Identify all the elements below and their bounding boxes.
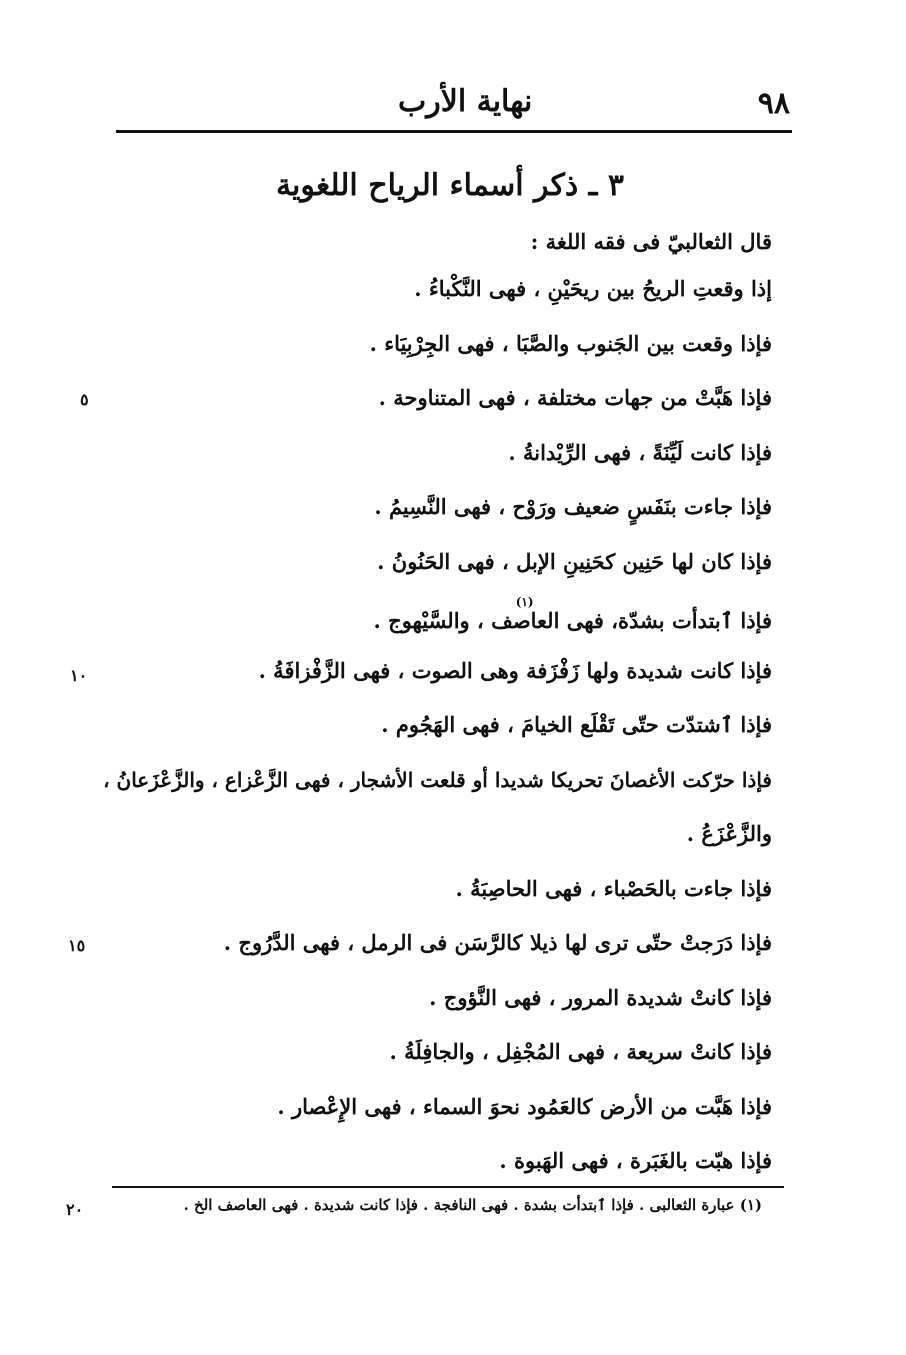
- text-line-13: فإذا دَرَجتْ حتّى ترى لها ذيلا كالرَّسَن فى الرمل ، فهى الدَّرُوج .: [223, 930, 772, 955]
- text-line-9: فإذا ٱشتدّت حتّى تَقْلَع الخيامَ ، فهى الهَجُوم .: [381, 712, 772, 737]
- line-number-15: ١٥: [68, 936, 86, 955]
- text-line-14: فإذا كانتْ شديدة المرور ، فهى النَّؤوج .: [429, 984, 772, 1010]
- text-line-7: [92, 589, 772, 644]
- text-line-8: فإذا كانت شديدة ولها زَفْزَفة وهى الصوت ، فهى الزَّفْزافَةُ .: [258, 657, 772, 683]
- page-header: [118, 82, 790, 126]
- text-line-2: فإذا وقعت بين الجَنوب والصَّبَا ، فهى الجِرْبِيَاء .: [369, 330, 772, 356]
- text-line-7-text: فإذا ٱبتدأت بشدّة، فهى العاصف ، والسَّيْهوج .: [373, 608, 772, 633]
- footnote-rule: [112, 1186, 784, 1188]
- line-number-10: ١٠: [70, 666, 88, 685]
- text-line-11: والزَّعْزَعُ .: [686, 821, 772, 846]
- text-line-17: فإذا هبّت بالغَبَرة ، فهى الهَبوة .: [499, 1148, 772, 1173]
- body-text: [92, 222, 772, 1189]
- text-line-15: فإذا كانتْ سريعة ، فهى المُجْفِل ، والجافِلَةُ .: [389, 1039, 772, 1064]
- line-number-5: ٥: [80, 390, 89, 409]
- section-title: ٣ ـ ذكر أسماء الرياح اللغوية: [275, 168, 625, 203]
- text-line-16: فإذا هَبَّت من الأرض كالعَمُود نحوَ السماء ، فهى الإِعْصار .: [277, 1093, 772, 1119]
- text-line-3: فإذا هَبَّتْ من جهات مختلفة ، فهى المتناوحة .: [378, 385, 772, 410]
- header-rule: [116, 130, 792, 133]
- text-line-6: فإذا كان لها حَنِين كحَنِينِ الإبل ، فهى الحَنُونُ .: [377, 548, 772, 574]
- line-number-20: ٢٠: [66, 1200, 84, 1219]
- page-number: ٩٨: [757, 86, 790, 121]
- text-line-1: إذا وقعتِ الريحُ بين ريحَيْنِ ، فهى النَّكْباءُ .: [414, 276, 772, 301]
- running-title: نهاية الأرب: [398, 84, 533, 119]
- text-line-10: فإذا حرّكت الأغصانَ تحريكا شديدا أو قلعت الأشجار ، فهى الزَّعْزاع ، والزَّعْزَعانُ ،: [103, 767, 772, 792]
- footnote: (١) عبارة الثعالبى . فإذا ٱبتدأت بشدة . فهى النافجة . فإذا كانت شديدة . فهى العاصف الخ .: [183, 1196, 762, 1214]
- intro-line: قال الثعالبيّ فى فقه اللغة :: [530, 229, 772, 254]
- text-line-12: فإذا جاءت بالحَصْباء ، فهى الحاصِبَةُ .: [455, 875, 772, 901]
- text-line-5: فإذا جاءت بنَفَسٍ ضعيف ورَوْح ، فهى النَّسِيمُ .: [374, 494, 772, 519]
- text-line-4: فإذا كانت لَيِّنَةً ، فهى الرِّيْدانةُ .: [508, 439, 772, 465]
- footnote-mark: (١): [515, 595, 534, 609]
